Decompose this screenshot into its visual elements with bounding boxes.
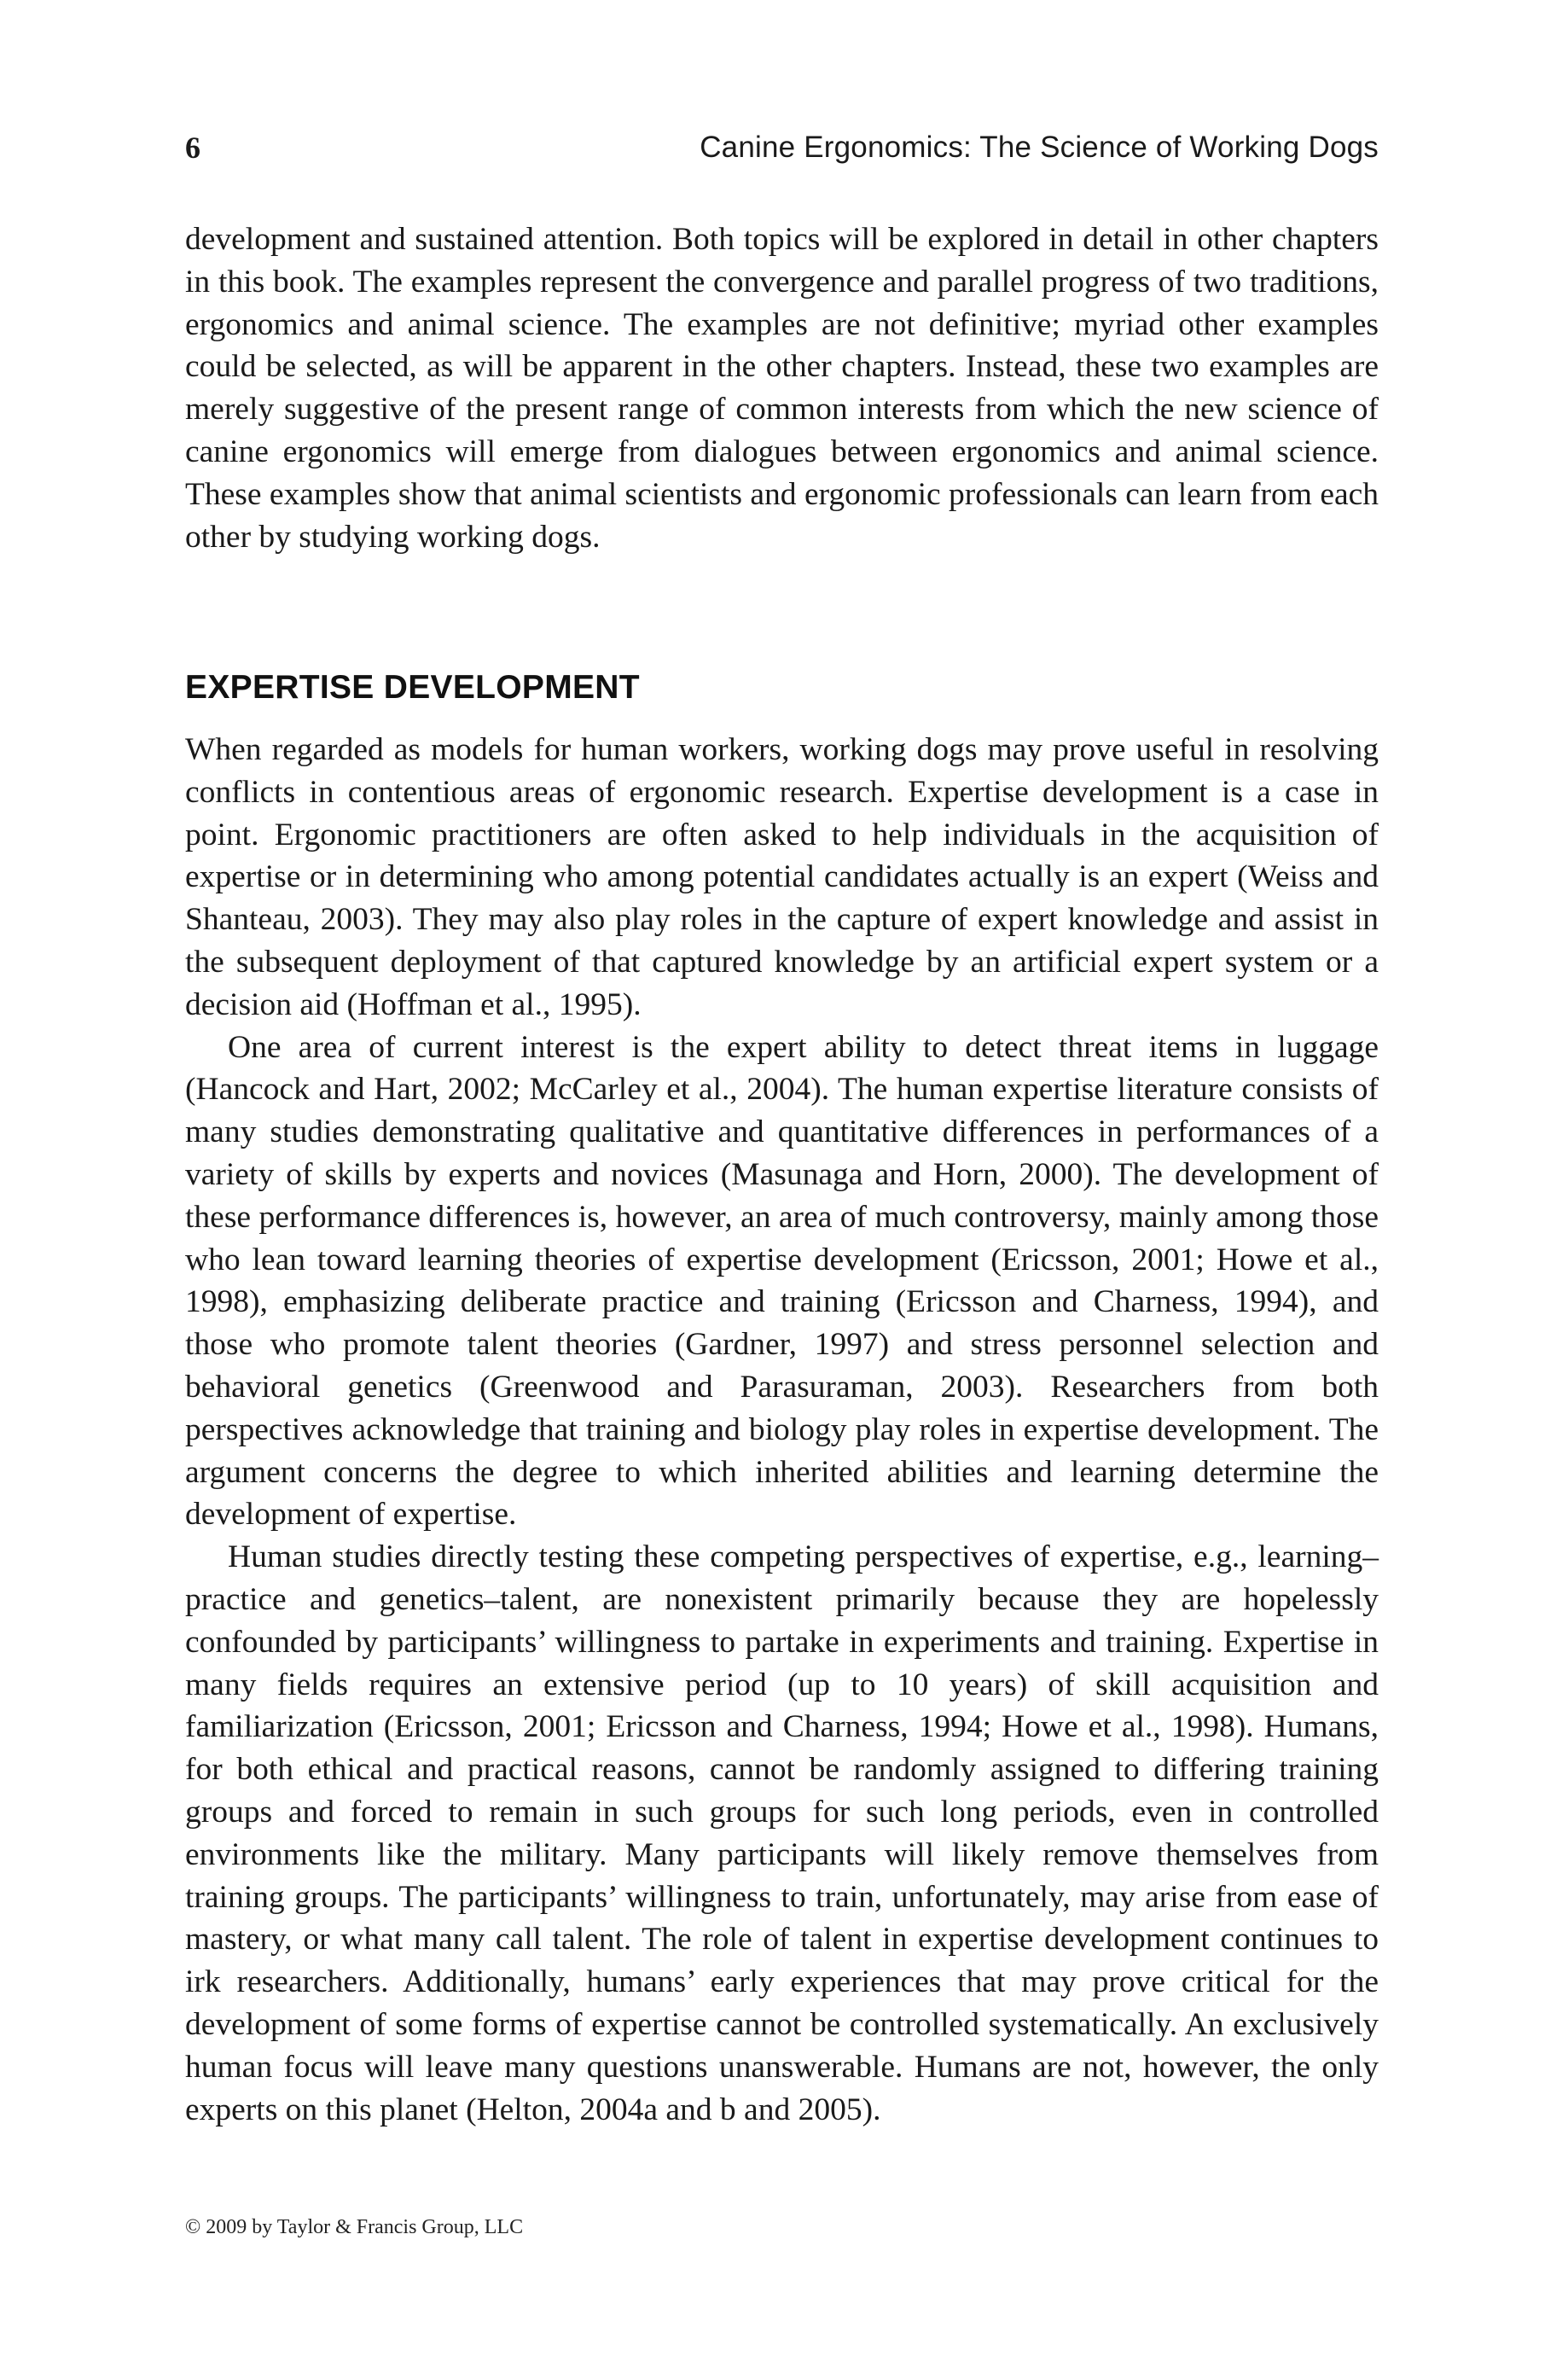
intro-text-block <box>185 218 1379 558</box>
copyright-notice: © 2009 by Taylor & Francis Group, LLC <box>185 2216 524 2238</box>
running-title: Canine Ergonomics: The Science of Working Dogs <box>700 131 1379 164</box>
section-heading: EXPERTISE DEVELOPMENT <box>185 669 640 706</box>
page-number: 6 <box>185 131 200 165</box>
section-body <box>185 729 1379 2131</box>
body-paragraph: One area of current interest is the expert ability to detect threat items in luggage (Hancock and Hart, 2002; McCarley et al., 2004). The human expertise literature consists of many studies demonstrating qualitative and quantitative differences in performances of a variety of skills by experts and novices (Masunaga and Horn, 2000). The development of these performance differences is, however, an area of much controversy, mainly among those who lean toward learning theories of expertise development (Ericsson, 2001; Howe et al., 1998), emphasizing deliberate practice and training (Ericsson and Charness, 1994), and those who promote talent theories (Gardner, 1997) and stress personnel selection and behavioral genetics (Greenwood and Parasuraman, 2003). Researchers from both perspectives acknowledge that training and biology play roles in expertise development. The argument concerns the degree to which inherited abilities and learning determine the development of expertise. <box>185 1029 1379 1533</box>
body-paragraph: When regarded as models for human workers, working dogs may prove useful in resolving conflicts in contentious areas of ergonomic research. Expertise development is a case in point. Ergonomic practitioners are often asked to help individuals in the acquisition of expertise or in determining who among potential candidates actually is an expert (Weiss and Shanteau, 2003). They may also play roles in the capture of expert knowledge and assist in the subsequent deployment of that captured knowledge by an artificial expert system or a decision aid (Hoffman et al., 1995). <box>185 732 1379 1022</box>
intro-paragraph: development and sustained attention. Both topics will be explored in detail in other chapters in this book. The examples represent the convergence and parallel progress of two traditions, ergonomics and animal science. The examples are not definitive; myriad other examples could be selected, as will be apparent in the other chapters. Instead, these two examples are merely suggestive of the present range of common interests from which the new science of canine ergonomics will emerge from dialogues between ergonomics and animal science. These examples show that animal scientists and ergonomic professionals can learn from each other by studying working dogs. <box>185 222 1379 555</box>
running-head <box>185 124 1379 172</box>
body-paragraph: Human studies directly testing these competing perspectives of expertise, e.g., learning–practice and genetics–talent, are nonexistent primarily because they are hopelessly confounded by participants’ willingness to partake in experiments and training. Expertise in many fields requires an extensive period (up to 10 years) of skill acquisition and familiarization (Ericsson, 2001; Ericsson and Charness, 1994; Howe et al., 1998). Humans, for both ethical and practical reasons, cannot be randomly assigned to differing training groups and forced to remain in such groups for such long periods, even in controlled environments like the military. Many participants will likely remove themselves from training groups. The participants’ willingness to train, unfortunately, may arise from ease of mastery, or what many call talent. The role of talent in expertise development continues to irk researchers. Additionally, humans’ early experiences that may prove critical for the development of some forms of expertise cannot be controlled systematically. An exclusively human focus will leave many questions unanswerable. Humans are not, however, the only experts on this planet (Helton, 2004a and b and 2005). <box>185 1539 1379 2127</box>
